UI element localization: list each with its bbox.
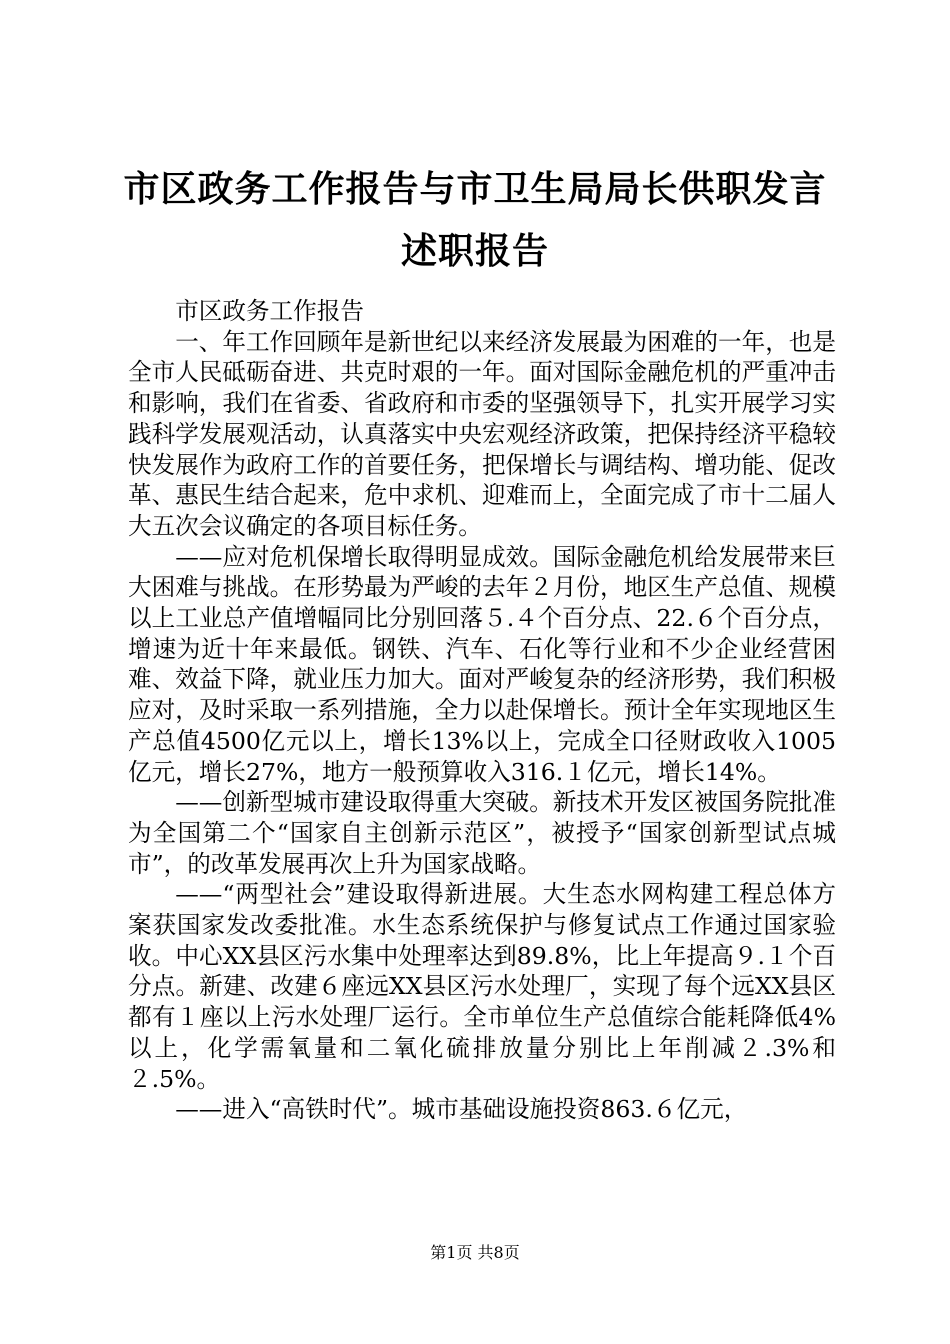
paragraph-innovation: ——创新型城市建设取得重大突破。新技术开发区被国务院批准为全国第二个“国家自主创新示范区”，被授予“国家创新型试点城市”，的改革发展再次上升为国家战略。 — [128, 788, 836, 878]
page-footer: 第1页 共8页 — [430, 1243, 520, 1262]
paragraph-two-type-society: ——“两型社会”建设取得新进展。大生态水网构建工程总体方案获国家发改委批准。水生态系统保护与修复试点工作通过国家验收。中心XX县区污水集中处理率达到89.8%，比上年提高９.１个百分点。新建、改建６座远XX县区污水处理厂，实现了每个远XX县区都有１座以上污水处理厂运行。全市单位生产总值综合能耗降低4%以上，化学需氧量和二氧化硫排放量分别比上年削减２.3%和２.5%。 — [128, 880, 836, 1093]
document-body — [128, 296, 836, 1125]
paragraph-high-speed-rail: ——进入“高铁时代”。城市基础设施投资863.６亿元， — [175, 1095, 748, 1124]
section-heading: 市区政务工作报告 — [175, 297, 364, 325]
paragraph-growth: ——应对危机保增长取得明显成效。国际金融危机给发展带来巨大困难与挑战。在形势最为严峻的去年２月份，地区生产总值、规模以上工业总产值增幅同比分别回落５.４个百分点、22.６个百分点，增速为近十年来最低。钢铁、汽车、石化等行业和不少企业经营困难、效益下降，就业压力加大。面对严峻复杂的经济形势，我们积极应对，及时采取一系列措施，全力以赴保增长。预计全年实现地区生产总值4500亿元以上，增长13%以上，完成全口径财政收入1005亿元，增长27%，地方一般预算收入316.１亿元，增长14%。 — [128, 542, 836, 786]
document-title: 市区政务工作报告与市卫生局局长供职发言述职报告 — [123, 168, 827, 272]
paragraph-review: 一、年工作回顾年是新世纪以来经济发展最为困难的一年，也是全市人民砥砺奋进、共克时艰的一年。面对国际金融危机的严重冲击和影响，我们在省委、省政府和市委的坚强领导下，扎实开展学习实践科学发展观活动，认真落实中央宏观经济政策，把保持经济平稳较快发展作为政府工作的首要任务，把保增长与调结构、增功能、促改革、惠民生结合起来，危中求机、迎难而上，全面完成了市十二届人大五次会议确定的各项目标任务。 — [128, 327, 836, 540]
